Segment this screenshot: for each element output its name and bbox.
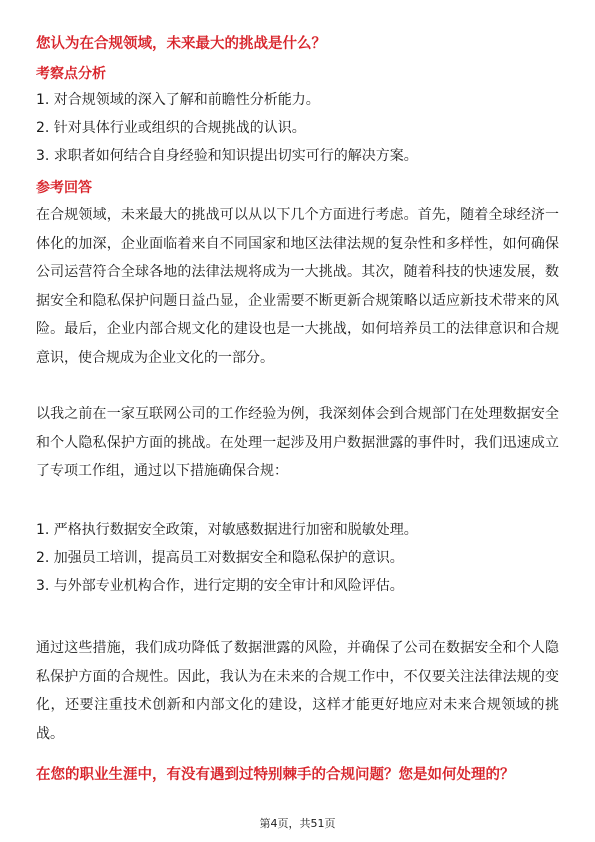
answer-heading: 参考回答: [36, 180, 92, 196]
analysis-item-2: 2. 针对具体行业或组织的合规挑战的认识。: [36, 120, 306, 136]
answer-paragraph-1: 在合规领域，未来最大的挑战可以从以下几个方面进行考虑。首先，随着全球经济一体化的加深，企业面临着来自不同国家和地区法律法规的复杂性和多样性，如何确保公司运营符合全球各地的法律法规将成为一大挑战。其次，随着科技的快速发展，数据安全和隐私保护问题日益凸显，企业需要不断更新合规策略以适应新技术带来的风险。最后，企业内部合规文化的建设也是一大挑战，如何培养员工的法律意识和合规意识，使合规成为企业文化的一部分。: [36, 207, 559, 366]
analysis-heading: 考察点分析: [36, 66, 106, 82]
answer-paragraph-2: 以我之前在一家互联网公司的工作经验为例，我深刻体会到合规部门在处理数据安全和个人隐私保护方面的挑战。在处理一起涉及用户数据泄露的事件时，我们迅速成立了专项工作组，通过以下措施确保合规：: [36, 406, 559, 480]
question-title: 您认为在合规领域，未来最大的挑战是什么？: [36, 36, 326, 52]
answer-conclusion: 通过这些措施，我们成功降低了数据泄露的风险，并确保了公司在数据安全和个人隐私保护方面的合规性。因此，我认为在未来的合规工作中，不仅要关注法律法规的变化，还要注重技术创新和内部文化的建设，这样才能更好地应对未来合规领域的挑战。: [36, 640, 559, 742]
page-number: 第4页，共51页: [259, 817, 336, 830]
analysis-item-1: 1. 对合规领域的深入了解和前瞻性分析能力。: [36, 92, 320, 108]
next-question-title: 在您的职业生涯中，有没有遇到过特别棘手的合规问题？您是如何处理的？: [36, 767, 515, 783]
measure-item-2: 2. 加强员工培训，提高员工对数据安全和隐私保护的意识。: [36, 550, 404, 566]
analysis-item-3: 3. 求职者如何结合自身经验和知识提出切实可行的解决方案。: [36, 148, 418, 164]
measure-item-1: 1. 严格执行数据安全政策，对敏感数据进行加密和脱敏处理。: [36, 522, 418, 538]
measure-item-3: 3. 与外部专业机构合作，进行定期的安全审计和风险评估。: [36, 578, 404, 594]
